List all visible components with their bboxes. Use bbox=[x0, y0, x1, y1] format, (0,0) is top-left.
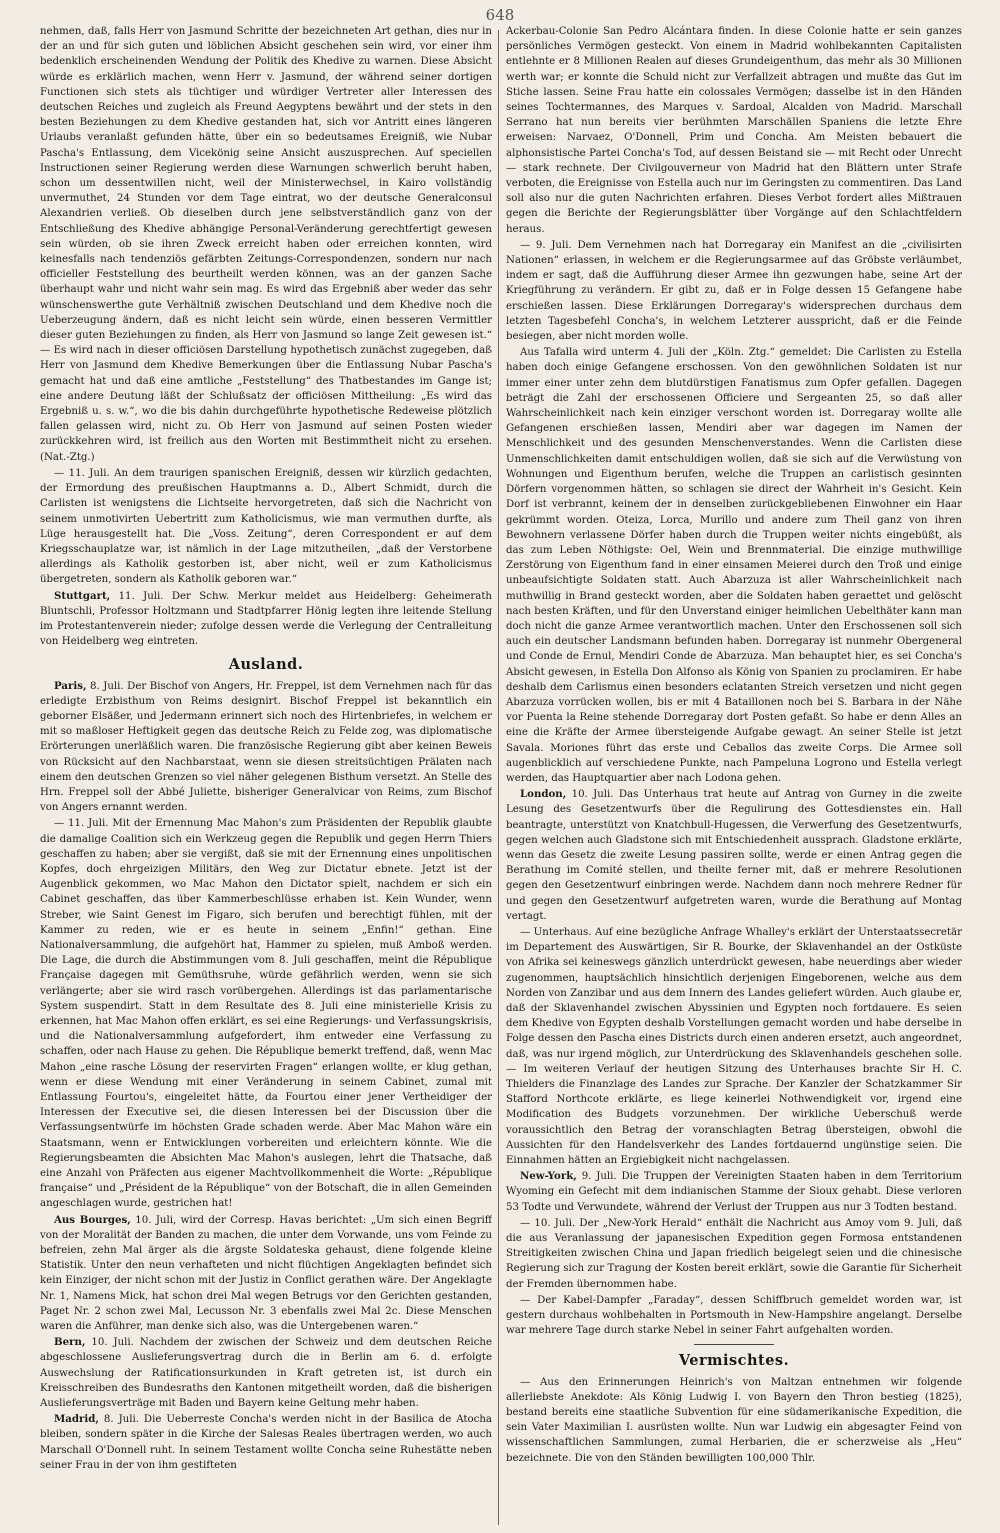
article-text: 8. Juli. Die Ueberreste Concha's werden nicht in der Basilica de Atocha bleiben, sondern später in die Kirche der Salesas Reales übertragen werden, wo auch Marschall O'Donnell ruht. In seinem Testament wollte Concha seine Ruhestätte neben seiner Frau in der von ihm gestifteten bbox=[40, 1414, 492, 1471]
article-paragraph: — Unterhaus. Auf eine bezügliche Anfrage Whalley's erklärt der Unterstaatssecretär im Departement des Auswärtigen, Sir R. Bourke, der Sklavenhandel an der Ostküste von Afrika sei keineswegs gänzlich unterdrückt gewesen, habe neuerdings aber wieder zugenommen, hauptsächlich hinsichtlich derjenigen Eingeborenen, welche aus dem Norden von Zanzibar und aus dem Innern des Landes geliefert würden. Auch glaube er, daß der Sklavenhandel zwischen Abyssinien und Egypten noch fortdauere. Es seien dem Khedive von Egypten deshalb Vorstellungen gemacht worden und habe derselbe in Folge dessen den Pascha eines Districts durch einen anderen ersetzt, auch angeordnet, daß, was nur irgend möglich, zur Unterdrückung des Sklavenhandels geschehen solle. — Im weiteren Verlauf der heutigen Sitzung des Unterhauses brachte Sir H. C. Thielders die Finanzlage des Landes zur Sprache. Der Kanzler der Schatzkammer Sir Stafford Northcote erklärte, es liege keinerlei Nothwendigkeit vor, irgend eine Modification des Budgets vorzunehmen. Der wirkliche Ueberschuß werde voraussichtlich den Betrag der voranschlagten Betrag übersteigen, obwohl die Aussichten für den Handelsverkehr des Landes fortdauernd ungünstige seien. Die Einnahmen hätten an Ergiebigkeit nicht nachgelassen. bbox=[506, 926, 962, 1167]
article-paragraph: nehmen, daß, falls Herr von Jasmund Schritte der bezeichneten Art gethan, dies nur in der an und für sich guten und löblichen Absicht geschehen sein wird, vor einer ihm bedenklich erscheinenden Wendung der Politik des Khedive zu warnen. Diese Absicht würde es erklärlich machen, wenn Herr v. Jasmund, der während seiner dortigen Functionen sich stets als tüchtiger und würdiger Vertreter aller Interessen des deutschen Reiches und zugleich als Freund Aegyptens bewährt und der stets in den besten Beziehungen zu dem Khedive gestanden hat, sich vor Antritt eines längeren Urlaubs veranlaßt gefunden hätte, über ein so bedeutsames Ereigniß, wie Nubar Pascha's Entlassung, dem Vicekönig seine Ansicht auszusprechen. Auf speciellen Instructionen seiner Regierung werden diese Warnungen schwerlich beruht haben, schon um dessentwillen nicht, weil der Ministerwechsel, in Kairo vollständig unvermuthet, 24 Stunden vor dem Tage eintrat, wo der deutsche Generalconsul Alexandrien verließ. Ob dieselben durch jene selbstverständlich ganz von der Entschließung des Khedive abhängige Personal-Veränderung gerechtfertigt gewesen sein würden, ob sie ihren Zweck erreicht haben oder erreichen konnten, wird keinesfalls nach tendenziös gefärbten Zeitungs-Correspondenzen, sondern nur nach officieller Feststellung des beurtheilt werden können, was an der ganzen Sache überhaupt wahr und nicht wahr sein mag. Es wird das Ergebniß aber weder das sehr wünschenswerthe gute Verhältniß zwischen Deutschland und dem Khedive noch die Ueberzeugung ändern, daß es nicht leicht sein würde, einen besseren Vermittler dieser guten Beziehungen zu finden, als Herr von Jasmund so lange Zeit gewesen ist.“ — Es wird nach in dieser officiösen Darstellung hypothetisch zunächst zugegeben, daß Herr von Jasmund dem Khedive Bemerkungen über die Entlassung Nubar Pascha's gemacht hat und daß eine amtliche „Feststellung“ des Thatbestandes im Gange ist; eine andere Deutung läßt der Schlußsatz der officiösen Mittheilung: „Es wird das Ergebniß u. s. w.“, wo die bis dahin durchgeführte hypothetische Redeweise plötzlich fallen gelassen wird, nicht zu. Ob Herr von Jasmund auf seinen Posten wieder zurückkehren wird, ist freilich aus den Worten mit Bestimmtheit nicht zu ersehen. (Nat.-Ztg.) bbox=[40, 26, 492, 463]
dateline-place: Stuttgart, bbox=[54, 589, 111, 602]
article-text: 10. Juli, wird der Corresp. Havas berichtet: „Um sich einen Begriff von der Moralität der Banden zu machen, die unter dem Vorwande, uns vom Feinde zu befreien, zehn Mal ärger als die ärgste Soldateska gehaust, diene folgende kleine Statistik. Unter den neun verhafteten und nicht flüchtigen Angeklagten befindet sich kein Einziger, der nicht schon mit der Justiz in Conflict gerathen wäre. Der Angeklagte Nr. 1, Namens Mick, hat schon drei Mal wegen Betrugs vor den Gerichten gestanden, Paget Nr. 2 schon zwei Mal, Lecusson Nr. 3 ebenfalls zwei Mal 2c. Diese Menschen waren die Anführer, man denke sich also, was die Untergebenen waren.“ bbox=[40, 1214, 492, 1333]
article-text: 10. Juli. Nachdem der zwischen der Schweiz und dem deutschen Reiche abgeschlossene Auslieferungsvertrag durch die in Berlin am 6. d. erfolgte Auswechslung der Ratificationsurkunden in Kraft getreten ist, ist durch ein Kreisschreiben des Bundesraths den Kantonen mitgetheilt worden, daß die bisherigen Auslieferungsverträge mit Baden und Bayern keine Geltung mehr haben. bbox=[40, 1337, 492, 1410]
page-number: 648 bbox=[485, 6, 515, 24]
dateline-place: London, bbox=[520, 788, 567, 801]
dateline-place: New-York, bbox=[520, 1170, 577, 1183]
dateline-place: Paris, bbox=[54, 679, 87, 692]
section-divider bbox=[694, 1344, 774, 1345]
dateline-place: Madrid, bbox=[54, 1413, 99, 1426]
article-paragraph: — 9. Juli. Dem Vernehmen nach hat Dorregaray ein Manifest an die „civilisirten Nationen“ erlassen, in welchem er die Regierungsarmee auf das Gröbste verläumbet, indem er sagt, daß die Aufführung dieser Armee ihn gezwungen habe, seine Art der Kriegführung zu verändern. Er gibt zu, daß er in Folge dessen 15 Gefangene habe erschießen lassen. Diese Erklärungen Dorregaray's widersprechen durchaus dem letzten Tagesbefehl Concha's, in welchem Letzterer ausspricht, daß er die Feinde besiegen, aber nicht morden wolle. bbox=[506, 239, 962, 343]
article-text: 11. Juli. Der Schw. Merkur meldet aus Heidelberg: Geheimerath Bluntschli, Professor Holtzmann und Stadtpfarrer Hönig legten ihre leitende Stellung im Protestantenverein nieder; zufolge dessen werde die Verlegung der Centralleitung von Heidelberg weg eintreten. bbox=[40, 590, 492, 648]
column-divider bbox=[498, 30, 499, 1525]
article-paragraph bbox=[40, 679, 492, 816]
article-paragraph: Aus Tafalla wird unterm 4. Juli der „Köln. Ztg.“ gemeldet: Die Carlisten zu Estella haben doch einige Gefangene erschossen. Von den gewöhnlichen Soldaten ist nur immer einer unter zehn dem blutdürstigen Fanatismus zum Opfer gefallen. Dagegen beträgt die Zahl der erschossenen Officiere und Sergeanten 25, so daß aller Wahrscheinlichkeit nach kein einziger verschont worden ist. Dorregaray wollte alle Gefangenen erschießen lassen, Mendiri aber war dagegen im Namen der Menschlichkeit und des gesunden Menschenverstandes. Wenn die Carlisten diese Unmenschlichkeiten damit entschuldigen wollen, daß sie sich auf die Verwüstung von Wohnungen und Eigenthum berufen, welche die Truppen an carlistisch gesinnten Dörfern vorgenommen hätten, so schlagen sie direct der Wahrheit in's Gesicht. Kein Dorf ist verbrannt, keinem der in denselben zurückgebliebenen Einwohner ein Haar gekrümmt worden. Oteiza, Lorca, Murillo und andere zum Theil ganz von ihren Bewohnern verlassene Dörfer haben durch die Truppen weiter nichts eingebüßt, als das zum Leben Nöthigste: Oel, Wein und Brennmaterial. Die einzige muthwillige Zerstörung von Eigenthum fand in einer einsamen Meierei durch den Troß und einige unbeaufsichtigte Soldaten statt. Auch Abarzuza ist aller Wahrscheinlichkeit nach muthwillig in Brand gesteckt worden, aber die Soldaten haben geraettet und gelöscht nach besten Kräften, und für den Unverstand einiger heimlichen Uebelthäter kann man doch nicht die ganze Armee verantwortlich machen. Unter den Erschossenen soll sich auch ein deutscher Landsmann befunden haben. Dorregaray ist nunmehr Obergeneral und Conde de Ernul, Mendiri Conde de Abarzuza. Man behauptet hier, es sei Concha's Absicht gewesen, in Estella Don Alfonso als König von Spanien zu proclamiren. Er habe deshalb dem Carlismus einen besonders eclatanten Streich versetzen und nicht gegen Abarzuza vorrücken wollen, bis er mit 4 Bataillonen noch bei S. Barbara in der Nähe vor Puenta la Reine stehende Dorregaray dort Posten gefaßt. So habe er denn Alles an eine die Kräfte der Armee übersteigende Aufgabe gewagt. An seiner Stelle ist jetzt Savala. Moriones führt das erste und Ceballos das zweite Corps. Die Armee soll augenblicklich auf verschiedene Punkte, nach Pampeluna Logrono und Estella verlegt werden, das Hauptquartier aber nach Lodona gehen. bbox=[506, 347, 962, 784]
article-paragraph bbox=[40, 1335, 492, 1411]
article-paragraph: Ackerbau-Colonie San Pedro Alcántara finden. In diese Colonie hatte er sein ganzes persönliches Vermögen gesteckt. Von einem in Madrid wohlbekannten Capitalisten entlehnte er 8 Millionen Realen auf dieses Grundeigenthum, das mehr als 30 Millionen werth war; er konnte die Schuld nicht zur Verfallzeit abtragen und mußte das Gut im Stiche lassen. Seine Frau hatte ein colossales Vermögen; dasselbe ist in den Händen seines Tochtermannes, des Marques v. Sardoal, Alcalden von Madrid. Marschall Serrano hat nun bereits vier berühmten Marschällen Spaniens die letzte Ehre erweisen: Narvaez, O'Donnell, Prim und Concha. Am Meisten bebauert die alphonsistische Partei Concha's Tod, auf dessen Beistand sie — mit Recht oder Unrecht — stark rechnete. Der Civilgouverneur von Madrid hat den Blättern unter Strafe verboten, die Ereignisse von Estella auch nur im Geringsten zu commentiren. Das Land soll also nur die guten Nachrichten erfahren. Dieses Verbot fordert alles Mißtrauen gegen die Berichte der Regierungsblätter über Vorgänge auf den Schlachtfeldern heraus. bbox=[506, 26, 962, 235]
dateline-place: Bern, bbox=[54, 1336, 86, 1349]
article-paragraph: — 11. Juli. An dem traurigen spanischen Ereigniß, dessen wir kürzlich gedachten, der Ermordung des preußischen Hauptmanns a. D., Albert Schmidt, durch die Carlisten ist wenigstens die Lichtseite hervorgetreten, daß sich die Nachricht von seinem unmotivirten Uebertritt zum Katholicismus, wie man vermuthen durfte, als Lüge herausgestellt hat. Die „Voss. Zeitung“, deren Correspondent er auf dem Kriegsschauplatze war, ist nämlich in der Lage mitzutheilen, „daß der Verstorbene allerdings als Katholik gestorben ist, aber nicht, weil er zum Katholicismus übergetreten, sondern als Katholik geboren war.“ bbox=[40, 467, 492, 586]
article-paragraph: — 10. Juli. Der „New-York Herald“ enthält die Nachricht aus Amoy vom 9. Juli, daß die aus Veranlassung der japanesischen Expedition gegen Formosa entstandenen Streitigkeiten zwischen China und Japan friedlich beigelegt seien und die chinesische Regierung sich zur Tragung der Kosten bereit erklärt, sowie die Garantie für Sicherheit der Fremden übernommen habe. bbox=[506, 1217, 962, 1290]
article-text: 10. Juli. Das Unterhaus trat heute auf Antrag von Gurney in die zweite Lesung des Gesetzentwurfs über die Regulirung des Gottesdienstes ein. Hall beantragte, unterstützt von Knatchbull-Hugessen, die Verwerfung des Gesetzentwurfs, gegen welchen auch Gladstone sich mit Entschiedenheit aussprach. Gladstone erklärte, wenn das Gesetz die zweite Lesung passiren sollte, werde er einen Antrag gegen die Berathung im Comité stellen, und theilte ferner mit, daß er mehrere Resolutionen gegen den Gesetzentwurf einbringen werde. Nachdem dann noch mehrere Redner für und gegen den Gesetzentwurf aufgetreten waren, wurde die Berathung auf Montag vertagt. bbox=[506, 789, 962, 922]
right-column bbox=[506, 24, 962, 1524]
section-heading-vermischtes: Vermischtes. bbox=[678, 1352, 790, 1370]
article-text: 9. Juli. Die Truppen der Vereinigten Staaten haben in dem Territorium Wyoming ein Gefecht mit dem indianischen Stamme der Sioux gehabt. Diese verloren 53 Todte und Verwundete, während der Verlust der Truppen aus nur 3 Todten bestand. bbox=[506, 1171, 962, 1213]
dateline-place: Aus Bourges, bbox=[54, 1213, 131, 1226]
article-text: 8. Juli. Der Bischof von Angers, Hr. Freppel, ist dem Vernehmen nach für das erledigte Erzbisthum von Reims designirt. Bischof Freppel ist bekanntlich ein geborner Elsäßer, und Jedermann erinnert sich noch des Hirtenbriefes, in welchem er mit so maßloser Heftigkeit gegen das deutsche Reich zu Felde zog, was diplomatische Erörterungen unerläßlich waren. Die französische Regierung gibt aber keinen Beweis von Rücksicht auf den Nachbarstaat, wenn sie diesen streitsüchtigen Prälaten nach einem den deutschen Grenzen so viel näher gelegenen Bisthum versetzt. An Stelle des Hrn. Freppel soll der Abbé Juliette, bisheriger Generalvicar von Reims, zum Bischof von Angers ernannt werden. bbox=[40, 680, 492, 814]
article-paragraph: — Der Kabel-Dampfer „Faraday“, dessen Schiffbruch gemeldet worden war, ist gestern durchaus wohlbehalten in Portsmouth in New-Hampshire angelangt. Derselbe war mehrere Tage durch starke Nebel in seiner Fahrt aufgehalten worden. bbox=[506, 1294, 962, 1337]
article-paragraph bbox=[40, 589, 492, 650]
article-paragraph bbox=[40, 1412, 492, 1473]
article-paragraph bbox=[506, 1169, 962, 1215]
article-paragraph bbox=[506, 787, 962, 924]
left-column bbox=[40, 24, 492, 1524]
article-paragraph: — Aus den Erinnerungen Heinrich's von Maltzan entnehmen wir folgende allerliebste Anekdote: Als König Ludwig I. von Bayern den Thron bestieg (1825), bestand bereits eine staatliche Subvention für eine südamerikanische Expedition, die sein Vater Maximilian I. ausrüsten wollte. Nun war Ludwig ein abgesagter Feind von wissenschaftlichen Sammlungen, zumal Herbarien, die er scherzweise als „Heu“ bezeichnete. Die von den Ständen bewilligten 100,000 Thlr. bbox=[506, 1376, 962, 1464]
article-paragraph: — 11. Juli. Mit der Ernennung Mac Mahon's zum Präsidenten der Republik glaubte die damalige Coalition sich ein Werkzeug gegen die Republik und gegen Herrn Thiers geschaffen zu haben; aber sie vergißt, daß sie mit der Ernennung eines unpolitischen Kopfes, doch ehrgeizigen Militärs, den Weg zur Dictatur ebnete. Jetzt ist der Augenblick gekommen, wo Mac Mahon den Dictator spielt, nachdem er sich ein Cabinet geschaffen, das über Kammerbeschlüsse erhaben ist. Kein Wunder, wenn Streber, wie Saint Genest im Figaro, sich berufen und berechtigt fühlen, mit der Kammer zu reden, wie er es heute in seinem „Enfin!“ gethan. Eine Nationalversammlung, die aufgehört hat, Hammer zu spielen, muß Amboß werden. Die Lage, die durch die Abstimmungen vom 8. Juli geschaffen, meint die République Française dagegen mit Gemüthsruhe, würde gefährlich werden, wenn sie sich verlängerte; aber sie wird rasch vorübergehen. Allerdings ist das parlamentarische System suspendirt. Statt in dem Resultate des 8. Juli eine ministerielle Krisis zu erkennen, hat Mac Mahon offen erklärt, es sei eine Regierungs- und Verfassungskrisis, und die Nationalversammlung aufgefordert, ihm entweder eine Verfassung zu schaffen, oder nach Hause zu gehen. Die République bemerkt treffend, daß, wenn Mac Mahon „eine rasche Lösung der reservirten Fragen“ erlangen wollte, er klug gethan, wenn er diese Wendung mit einer Veränderung in seinem Cabinet, zumal mit Entlassung Fourtou's, eingeleitet hätte, da Fourtou einer jener Vertheidiger der Interessen der Executive sei, die diesen Interessen bei der Discussion über die Verfassungsentwürfe im höchsten Grade schaden werde. Aber Mac Mahon wäre ein Staatsmann, wenn er Entwicklungen vorbereiten und erleichtern könnte. Wie die Regierungsbeamten die Absichten Mac Mahon's auslegen, lehrt die Thatsache, daß eine Anzahl von Präfecten aus eigener Machtvollkommenheit die Worte: „République française“ und „Président de la République“ von der Botschaft, die in allen Gemeinden angeschlagen wurde, gestrichen hat! bbox=[40, 818, 492, 1210]
article-paragraph bbox=[40, 1213, 492, 1335]
section-heading-ausland: Ausland. bbox=[228, 656, 304, 674]
